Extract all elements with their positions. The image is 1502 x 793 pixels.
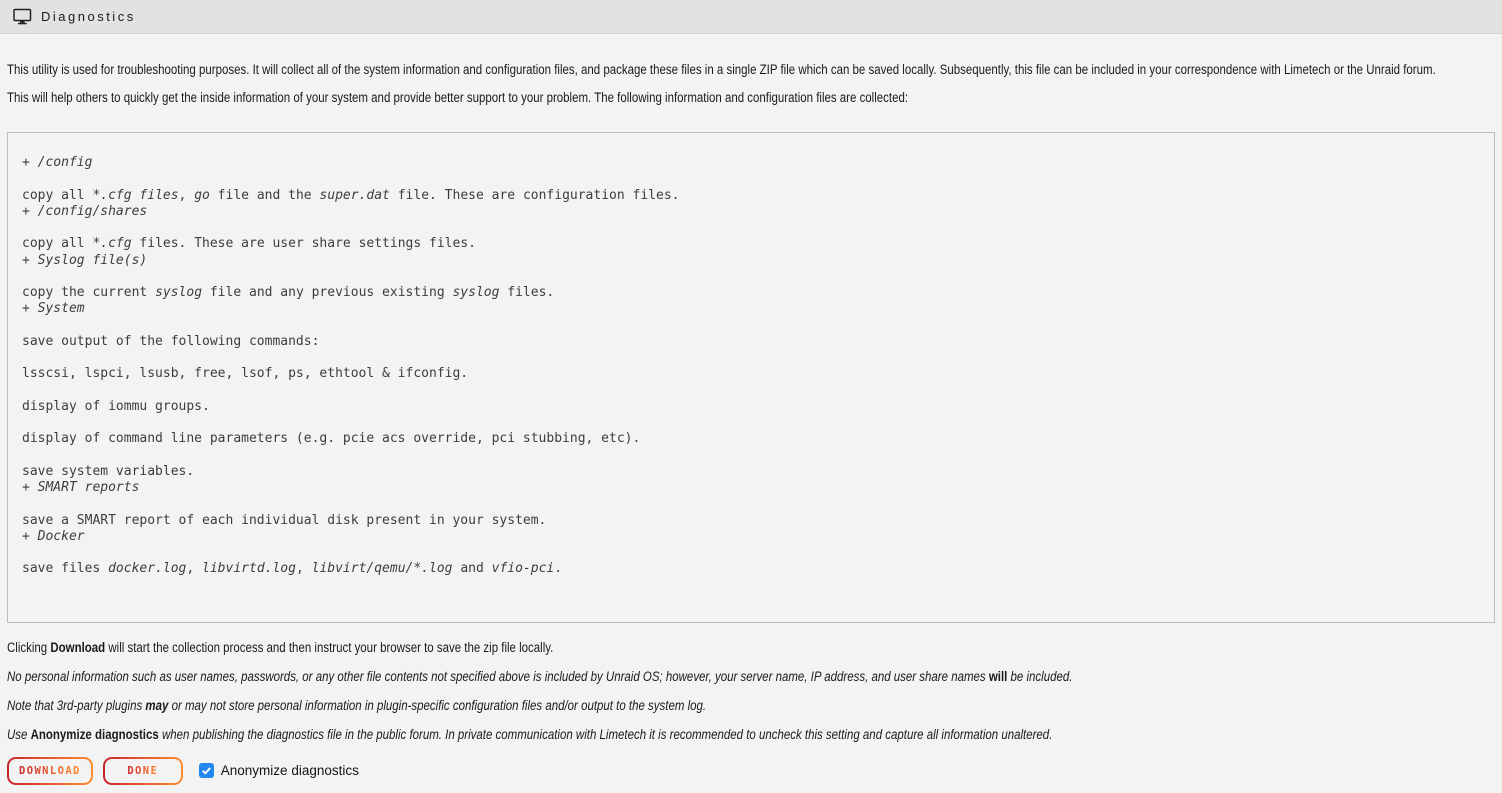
done-button-label: DONE	[127, 764, 159, 777]
note-3rd-party-plugins: Note that 3rd-party plugins may or may not store personal information in plugin-specific configuration files and/or output to the system log.	[7, 697, 707, 713]
note-download: Clicking Download will start the collection process and then instruct your browser to save the zip file locally.	[7, 639, 554, 655]
done-button[interactable]	[103, 757, 183, 785]
anonymize-checkbox[interactable]	[199, 763, 214, 778]
note-anonymize: Use Anonymize diagnostics when publishing the diagnostics file in the public forum. In private communication with Limetech it is recommended to uncheck this setting and capture all information unaltered.	[7, 726, 1053, 742]
intro-paragraph-2: This will help others to quickly get the inside information of your system and provide better support to your problem. The following information and configuration files are collected:	[7, 90, 909, 105]
page-title: Diagnostics	[41, 9, 136, 24]
check-icon	[201, 765, 212, 776]
action-row	[7, 757, 1495, 785]
note-personal-info: No personal information such as user names, passwords, or any other file contents not specified above is included by Unraid OS; however, your server name, IP address, and user share names will be included.	[7, 668, 1073, 684]
notes-section	[7, 639, 1495, 743]
anonymize-label: Anonymize diagnostics	[220, 763, 359, 778]
header-bar	[0, 0, 1502, 34]
download-button[interactable]	[7, 757, 93, 785]
intro-paragraph-1: This utility is used for troubleshooting purposes. It will collect all of the system information and configuration files, and package these files in a single ZIP file which can be saved locally. Subsequently, this file can be included in your correspondence with Limetech or the Unraid forum.	[7, 62, 1436, 77]
main-content	[0, 61, 1502, 785]
collected-files-box: + /config copy all *.cfg files, go file and the super.dat file. These are configuration files. + /config/shares copy all *.cfg files. These are user share settings files. + Syslog file(s) copy the current syslog file and any previous existing syslog files. + System save output of the following commands: lsscsi, lspci, lsusb, free, lsof, ps, ethtool & ifconfig. display of iommu groups. display of command line parameters (e.g. pcie acs override, pci stubbing, etc). save system variables. + SMART reports save a SMART report of each individual disk present in your system. + Docker save files docker.log, libvirtd.log, libvirt/qemu/*.log and vfio-pci.	[7, 132, 1495, 623]
monitor-icon	[13, 8, 32, 25]
download-button-label: DOWNLOAD	[19, 764, 81, 777]
